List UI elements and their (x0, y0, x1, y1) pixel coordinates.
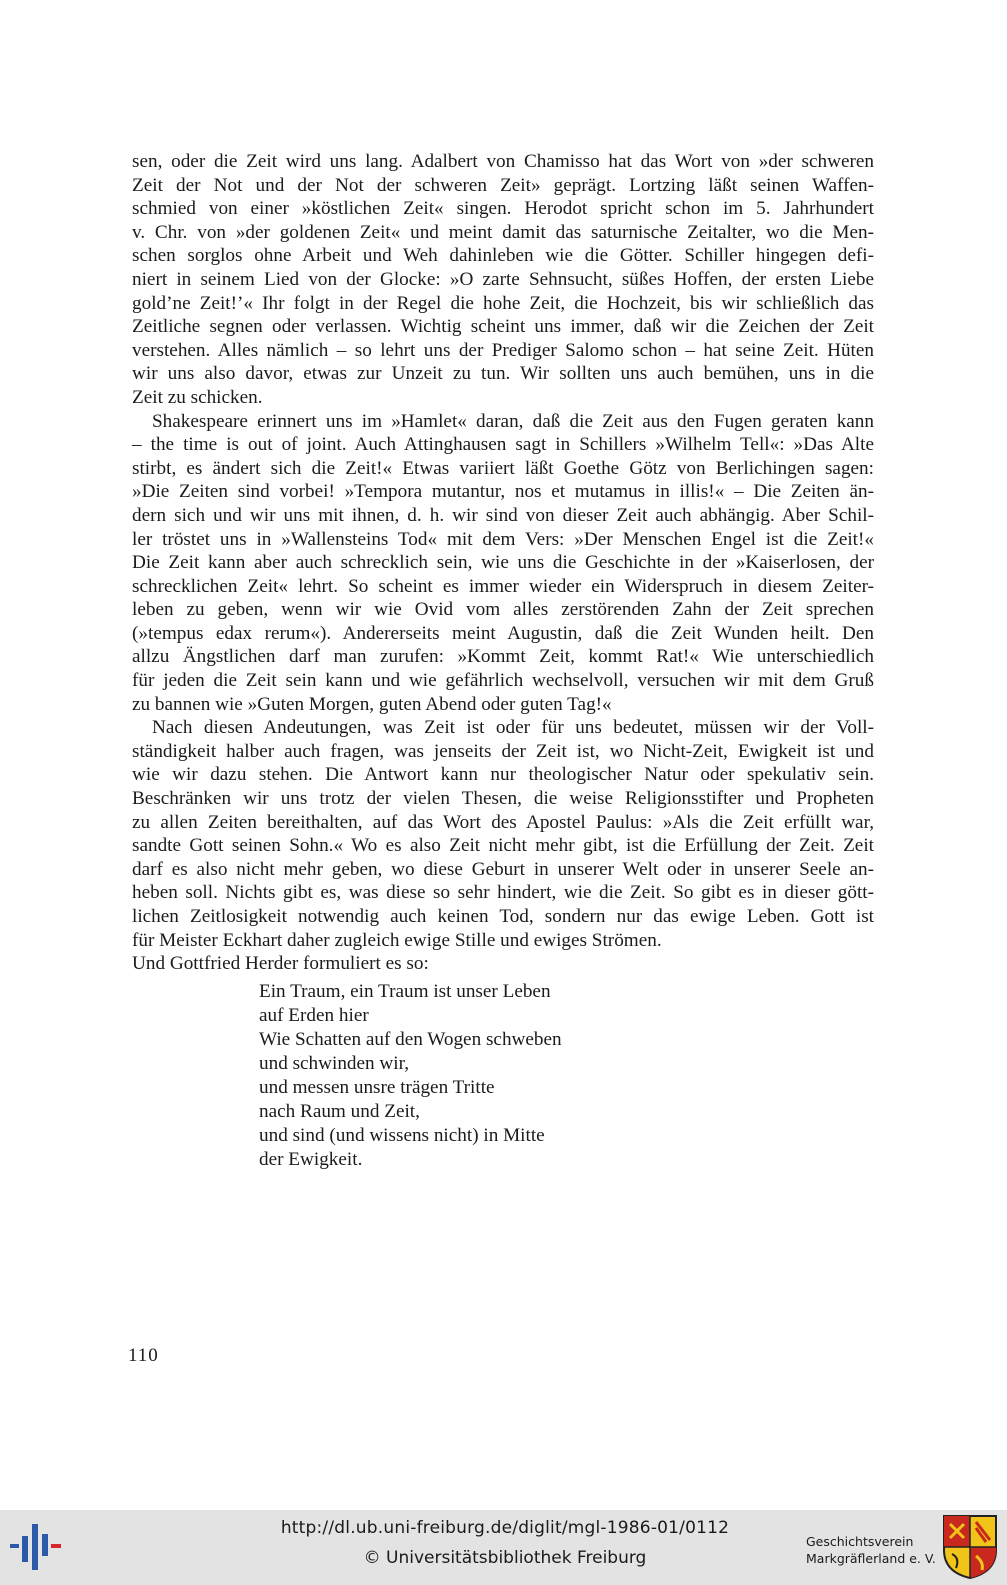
text-line: leben zu geben, wenn wir wie Ovid vom alles zerstörenden Zahn der Zeit sprechen (132, 599, 874, 621)
text-line: ständigkeit halber auch fragen, was jenseits der Zeit ist, wo Nicht-Zeit, Ewigkeit ist und (132, 740, 874, 762)
body-text (132, 150, 874, 976)
text-line: ler tröstet uns in »Wallensteins Tod« mit dem Vers: »Der Menschen Engel ist die Zeit!« (132, 528, 874, 550)
text-line: wir uns also davor, etwas zur Unzeit zu tun. Wir sollten uns auch bemühen, uns in die (132, 363, 874, 385)
text-line: verstehen. Alles nämlich – so lehrt uns der Prediger Salomo schon – hat seine Zeit. Hüten (132, 339, 874, 361)
poem-line: Ein Traum, ein Traum ist unser Leben (259, 981, 551, 1002)
society-name (806, 1533, 936, 1567)
library-logo-icon[interactable] (10, 1522, 64, 1572)
text-line: dern sich und wir uns mit ihnen, d. h. wir sind von dieser Zeit auch abhängig. Aber Schil- (132, 504, 874, 526)
text-line: schrecklichen Zeit« lehrt. So scheint es immer wieder ein Widerspruch in diesem Zeiter- (132, 575, 874, 597)
text-line: Shakespeare erinnert uns im »Hamlet« daran, daß die Zeit aus den Fugen geraten kann (152, 410, 874, 432)
poem-line: der Ewigkeit. (259, 1149, 363, 1170)
text-line: wie wir dazu stehen. Die Antwort kann nur theologischer Natur oder spekulativ sein. (132, 764, 874, 786)
text-line: schen sorglos ohne Arbeit und Weh dahinleben wie die Götter. Schiller hingegen defi- (132, 245, 874, 267)
text-line: allzu Ängstlichen darf man zurufen: »Kommt Zeit, kommt Rat!« Wie unterschiedlich (132, 646, 874, 668)
poem-line: und messen unsre trägen Tritte (259, 1077, 495, 1098)
text-line: lichen Zeitlosigkeit notwendig auch keinen Tod, sondern nur das ewige Leben. Gott ist (132, 906, 874, 927)
society-name-line1: Geschichtsverein (806, 1534, 914, 1549)
text-line: Zeit zu schicken. (132, 386, 263, 408)
text-line: für Meister Eckhart daher zugleich ewige Stille und ewiges Strömen. (132, 929, 662, 951)
text-line: stirbt, es ändert sich die Zeit!« Etwas variiert läßt Goethe Götz von Berlichingen sagen: (132, 457, 874, 479)
text-line: »Die Zeiten sind vorbei! »Tempora mutantur, nos et mutamus in illis!« – Die Zeiten än- (132, 481, 874, 503)
poem-line: und schwinden wir, (259, 1053, 410, 1074)
poem-line: auf Erden hier (259, 1005, 369, 1026)
text-line: heben soll. Nichts gibt es, was diese so sehr hindert, wie die Zeit. So gibt es in dieser gött- (132, 882, 874, 904)
copyright-notice: © Universitätsbibliothek Freiburg (363, 1548, 647, 1568)
poem-line: und sind (und wissens nicht) in Mitte (259, 1125, 545, 1146)
text-line: niert in seinem Lied von der Glocke: »O zarte Sehnsucht, süßes Hoffen, der ersten Liebe (132, 268, 874, 290)
text-line: Nach diesen Andeutungen, was Zeit ist oder für uns bedeutet, müssen wir der Voll- (152, 717, 874, 739)
text-line: schmied von einer »köstlichen Zeit« singen. Herodot spricht schon im 5. Jahrhundert (132, 198, 874, 220)
text-line: sandte Gott seinen Sohn.« Wo es also Zeit nicht mehr gibt, ist die Erfüllung der Zeit. Zeit (132, 835, 874, 857)
text-line: zu allen Zeiten bereithalten, auf das Wort des Apostel Paulus: »Als die Zeit erfüllt war, (132, 811, 874, 833)
page-number: 110 (128, 1345, 159, 1366)
text-line: Zeitliche segnen oder verlassen. Wichtig scheint uns immer, daß wir die Zeichen der Zeit (132, 316, 874, 338)
text-line: sen, oder die Zeit wird uns lang. Adalbert von Chamisso hat das Wort von »der schweren (132, 151, 874, 172)
text-line: darf es also nicht mehr geben, wo diese Geburt in unserer Welt oder in unserer Seele an- (132, 858, 874, 880)
poem (259, 980, 562, 1172)
text-line: v. Chr. von »der goldenen Zeit« und meint damit das saturnische Zeitalter, wo die Men- (132, 221, 874, 243)
footer-bar (0, 1510, 1007, 1585)
text-line: Die Zeit kann aber auch schrecklich sein, wie uns die Geschichte in der »Kaiserlosen, der (132, 552, 874, 574)
text-line: Und Gottfried Herder formuliert es so: (132, 953, 429, 975)
society-name-line2: Markgräflerland e. V. (806, 1551, 936, 1566)
text-line: für jeden die Zeit sein kann und wie gefährlich wechselvoll, versuchen wir mit dem Gruß (132, 670, 874, 692)
poem-line: Wie Schatten auf den Wogen schweben (259, 1029, 562, 1050)
text-line: (»tempus edax rerum«). Andererseits meint Augustin, daß die Zeit Wunden heilt. Den (132, 622, 874, 644)
text-line: – the time is out of joint. Auch Attinghausen sagt in Schillers »Wilhelm Tell«: »Das Alte (132, 434, 874, 456)
text-line: Beschränken wir uns trotz der vielen Thesen, die weise Religionsstifter und Propheten (132, 788, 874, 810)
text-line: gold’ne Zeit!’« Ihr folgt in der Regel die hohe Zeit, die Hochzeit, bis wir schließlich das (132, 292, 874, 314)
text-line: Zeit der Not und der Not der schweren Zeit» geprägt. Lortzing läßt seinen Waffen- (132, 174, 874, 196)
coat-of-arms-icon (942, 1514, 998, 1580)
poem-line: nach Raum und Zeit, (259, 1101, 420, 1122)
document-url-link[interactable]: http://dl.ub.uni-freiburg.de/diglit/mgl-1986-01/0112 (280, 1518, 730, 1538)
text-line: zu bannen wie »Guten Morgen, guten Abend oder guten Tag!« (132, 693, 612, 715)
